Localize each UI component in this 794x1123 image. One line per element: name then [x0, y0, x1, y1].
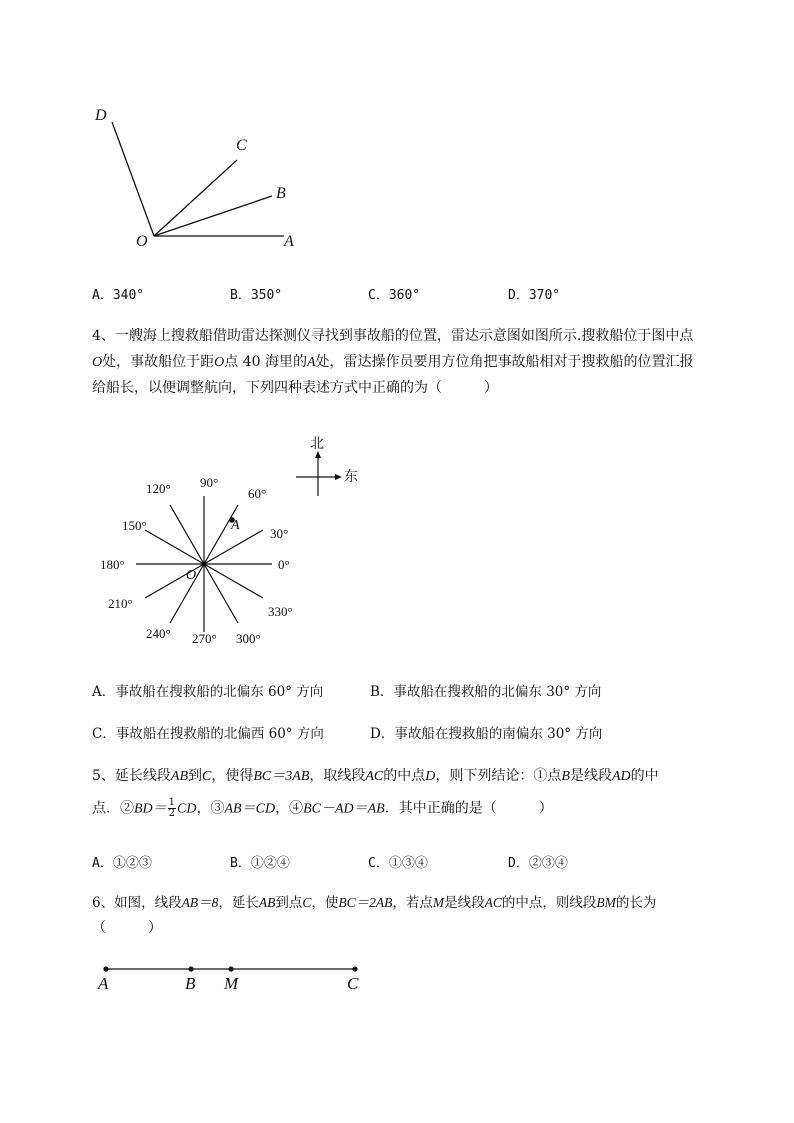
- deg-120: 120°: [146, 481, 171, 496]
- deg-150: 150°: [122, 518, 147, 533]
- label-O: O: [136, 233, 148, 250]
- q6-line-2: （ ）: [92, 920, 162, 936]
- q4-option-d[interactable]: D．事故船在搜救船的南偏东 30° 方向: [370, 726, 603, 742]
- point-C-dot: [352, 966, 357, 971]
- ray-OB: [154, 196, 272, 236]
- segment-label-B: B: [185, 974, 196, 993]
- q3-option-a[interactable]: A．340°: [92, 288, 145, 303]
- segment-label-M: M: [224, 974, 239, 993]
- q5-line-2: 点．②BD＝ $\frac{1}{2}$ CD，③AB＝CD，④BC－AD＝AB．其中正确的是（ ）: [92, 797, 553, 819]
- q5-option-c[interactable]: C．①③④: [368, 856, 428, 871]
- deg-300: 300°: [236, 631, 261, 646]
- point-B-dot: [188, 966, 193, 971]
- q4-line-1: 4、一艘海上搜救船借助雷达探测仪寻找到事故船的位置，雷达示意图如图所示.搜救船位于图中点: [92, 328, 694, 344]
- deg-90: 90°: [200, 475, 219, 490]
- q5-option-b[interactable]: B．①②④: [230, 856, 290, 871]
- deg-210: 210°: [108, 596, 133, 611]
- label-B: B: [276, 185, 286, 202]
- radar-label-O: O: [186, 568, 197, 583]
- deg-240: 240°: [146, 626, 171, 641]
- ray-OD: [112, 122, 154, 236]
- radar-figure: [120, 480, 300, 650]
- point-M-dot: [228, 966, 233, 971]
- deg-0: 0°: [278, 557, 290, 572]
- q4-option-a[interactable]: A．事故船在搜救船的北偏东 60° 方向: [92, 684, 324, 700]
- q5-option-d[interactable]: D．②③④: [508, 856, 568, 871]
- deg-180: 180°: [100, 557, 125, 572]
- ray-OC: [154, 160, 237, 236]
- q5-option-a[interactable]: A．①②③: [92, 856, 152, 871]
- compass-icon: [294, 450, 344, 500]
- q6-line-1: 6、如图，线段AB＝8，延长AB到点C，使BC＝2AB，若点M是线段AC的中点，则线段BM的长为: [92, 895, 657, 911]
- q4-line-3: 给船长，以便调整航向，下列四种表述方式中正确的为（ ）: [92, 380, 498, 396]
- north-label: 北: [310, 436, 324, 452]
- label-A: A: [284, 233, 294, 250]
- deg-30: 30°: [270, 526, 289, 541]
- segment-label-C: C: [347, 974, 359, 993]
- q3-option-b[interactable]: B．350°: [230, 288, 283, 303]
- point-A-dot: [103, 966, 108, 971]
- east-label: 东: [344, 469, 358, 485]
- label-C: C: [236, 137, 247, 154]
- deg-60: 60°: [248, 486, 267, 501]
- q5-line-1: 5、延长线段AB到C，使得BC＝3AB，取线段AC的中点D，则下列结论：①点B是线段AD的中: [92, 768, 659, 784]
- q3-option-c[interactable]: C．360°: [368, 288, 421, 303]
- label-D: D: [95, 107, 107, 124]
- q4-line-2: O处，事故船位于距O点 40 海里的A处，雷达操作员要用方位角把事故船相对于搜救船的位置汇报: [92, 354, 694, 370]
- fraction-one-half: $\frac{1}{2}$: [168, 797, 176, 819]
- q3-option-d[interactable]: D．370°: [508, 288, 561, 303]
- q4-option-c[interactable]: C．事故船在搜救船的北偏西 60° 方向: [92, 726, 324, 742]
- deg-330: 330°: [268, 604, 293, 619]
- radar-label-A: A: [231, 518, 240, 533]
- segment-label-A: A: [98, 974, 109, 993]
- deg-270: 270°: [192, 631, 217, 646]
- q4-option-b[interactable]: B．事故船在搜救船的北偏东 30° 方向: [370, 684, 602, 700]
